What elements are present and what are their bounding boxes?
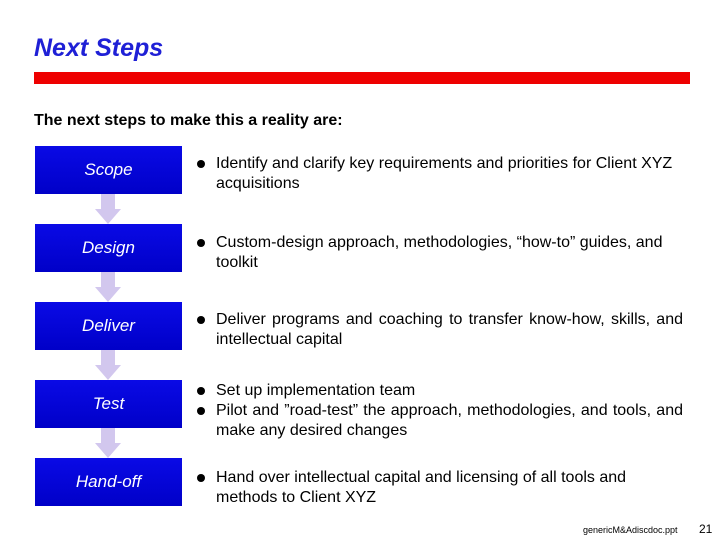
bullet-item: Identify and clarify key requirements and priorities for Client XYZ acquisitions — [197, 154, 683, 194]
bullet-dot-icon — [197, 387, 205, 395]
down-arrow-icon — [95, 194, 121, 224]
bullet-item: Custom-design approach, methodologies, “how-to” guides, and toolkit — [197, 233, 683, 273]
bullet-dot-icon — [197, 316, 205, 324]
step-bullets-test — [197, 381, 683, 441]
bullet-item: Deliver programs and coaching to transfer know-how, skills, and intellectual capital — [197, 310, 683, 350]
step-box-hand-off — [35, 458, 182, 506]
step-bullets-scope — [197, 154, 683, 194]
down-arrow-icon — [95, 272, 121, 302]
step-label: Design — [82, 238, 135, 257]
footer-filename: genericM&Adiscdoc.ppt — [583, 525, 678, 535]
step-box-scope — [35, 146, 182, 194]
slide-title: Next Steps — [34, 34, 164, 62]
step-box-design — [35, 224, 182, 272]
step-box-deliver — [35, 302, 182, 350]
title-rule — [34, 72, 690, 84]
bullet-dot-icon — [197, 239, 205, 247]
bullet-item: Hand over intellectual capital and licensing of all tools and methods to Client XYZ — [197, 468, 683, 508]
intro-text: The next steps to make this a reality are: — [34, 112, 343, 129]
step-box-test — [35, 380, 182, 428]
bullet-dot-icon — [197, 160, 205, 168]
bullet-item: Set up implementation team — [197, 381, 683, 401]
bullet-dot-icon — [197, 474, 205, 482]
step-bullets-deliver — [197, 310, 683, 350]
step-label: Test — [92, 394, 125, 413]
down-arrow-icon — [95, 428, 121, 458]
step-label: Hand-off — [75, 472, 142, 491]
bullet-item: Pilot and ”road-test” the approach, methodologies, and tools, and make any desired changes — [197, 401, 683, 441]
step-label: Scope — [84, 160, 133, 179]
page-number: 21 — [699, 522, 713, 536]
down-arrow-icon — [95, 350, 121, 380]
step-label: Deliver — [82, 316, 135, 335]
step-bullets-hand-off — [197, 468, 683, 508]
step-bullets-design — [197, 233, 683, 273]
bullet-dot-icon — [197, 407, 205, 415]
